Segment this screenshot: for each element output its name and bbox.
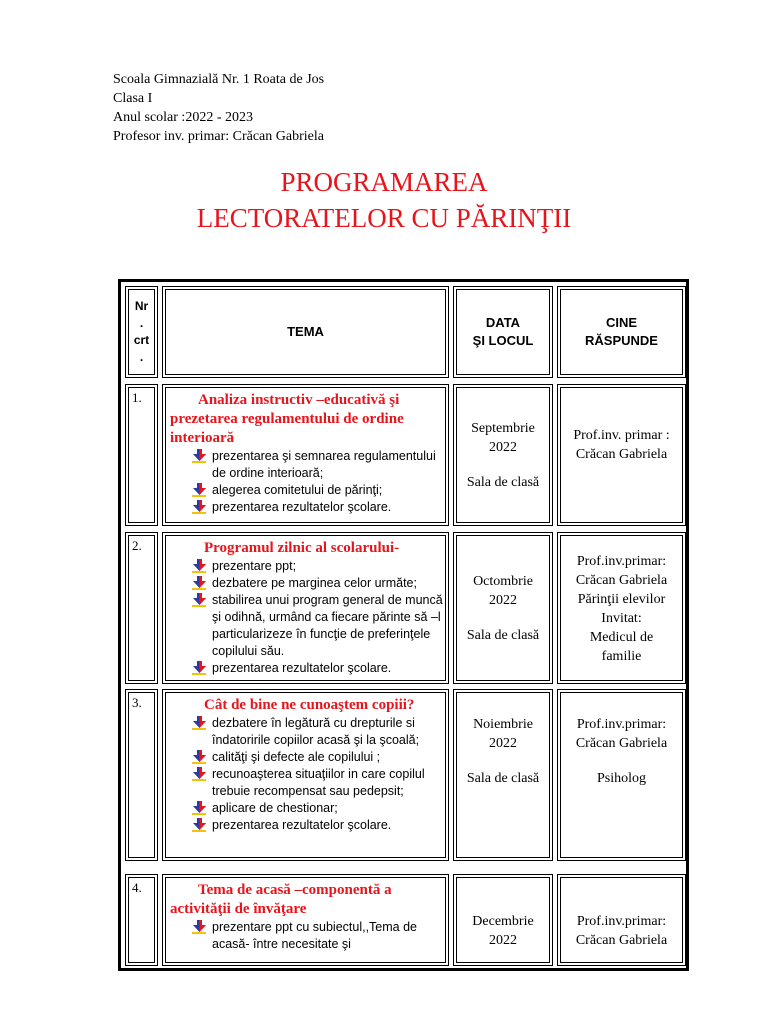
date-year: 2022	[489, 933, 517, 948]
list-item	[190, 448, 443, 482]
header-cine-line: CINE	[605, 315, 638, 330]
school-year: Anul scolar :2022 - 2023	[113, 110, 253, 125]
row-nr-label: 2.	[132, 538, 142, 553]
arrow-bullet-icon	[190, 750, 206, 764]
document-header	[113, 70, 324, 146]
who-line: Crăcan Gabriela	[575, 447, 668, 462]
who-line: Prof.inv.primar:	[576, 717, 667, 732]
header-nr	[125, 286, 158, 378]
row-3-title: Cât de bine ne cunoaştem copiii?	[204, 697, 415, 713]
arrow-bullet-icon	[190, 559, 206, 573]
header-nr-line: crt	[133, 333, 150, 347]
who-line: familie	[601, 649, 642, 664]
date-year: 2022	[489, 439, 517, 455]
arrow-bullet-icon	[190, 576, 206, 590]
bullet-text: prezentarea rezultatelor şcolare.	[212, 818, 392, 832]
date-place: Sala de clasă	[466, 627, 540, 643]
arrow-bullet-icon	[190, 449, 206, 463]
header-nr-line: .	[139, 316, 144, 330]
arrow-bullet-icon	[190, 767, 206, 781]
date-year: 2022	[489, 736, 517, 751]
date-month: Decembrie	[472, 914, 534, 929]
arrow-bullet-icon	[190, 801, 206, 815]
row-1-topic	[162, 384, 449, 526]
row-4-nr	[125, 874, 158, 966]
who-line: Părinţii elevilor	[577, 592, 666, 607]
row-nr-label: 1.	[132, 390, 142, 405]
row-nr-label: 3.	[132, 695, 142, 710]
arrow-bullet-icon	[190, 920, 206, 934]
row-4-who	[557, 874, 686, 966]
date-place: Sala de clasă	[466, 474, 540, 490]
who-line: Crăcan Gabriela	[575, 736, 668, 751]
who-line: Prof.inv. primar :	[573, 428, 670, 443]
header-data	[453, 286, 553, 378]
row-1-who	[557, 384, 686, 526]
row-4-topic	[162, 874, 449, 966]
class-name: Clasa I	[113, 91, 153, 106]
date-month: Octombrie	[473, 573, 533, 589]
bullet-text: prezentarea rezultatelor şcolare.	[212, 661, 392, 675]
row-2-bullets	[170, 558, 443, 677]
header-nr-line: Nr	[134, 299, 149, 313]
row-nr-label: 4.	[132, 880, 142, 895]
header-cine-line: RĂSPUNDE	[585, 333, 658, 348]
list-item	[190, 800, 443, 817]
bullet-text: dezbatere în legătură cu drepturile si îndatoririle copiilor acasă şi la şcoală;	[212, 716, 420, 747]
row-4-date	[453, 874, 553, 966]
date-month: Septembrie	[471, 420, 535, 436]
who-line: Invitat:	[601, 611, 642, 626]
list-item	[190, 919, 443, 953]
bullet-text: prezentare ppt cu subiectul,,Tema de acasă- între necesitate şi	[212, 920, 417, 951]
header-tema	[162, 286, 449, 378]
bullet-text: recunoaşterea situaţiilor in care copilul trebuie recompensat sau pedepsit;	[212, 767, 425, 798]
date-month: Noiembrie	[473, 717, 533, 732]
header-tema-label: TEMA	[287, 324, 324, 339]
who-line: Prof.inv.primar:	[576, 914, 667, 929]
who-line: Crăcan Gabriela	[575, 933, 668, 948]
who-line: Psiholog	[596, 771, 646, 786]
list-item	[190, 817, 443, 834]
list-item	[190, 749, 443, 766]
list-item	[190, 482, 443, 499]
bullet-text: dezbatere pe marginea celor următe;	[212, 576, 417, 590]
arrow-bullet-icon	[190, 716, 206, 730]
date-place: Sala de clasă	[466, 771, 540, 786]
row-1-nr	[125, 384, 158, 526]
row-4-title: Tema de acasă –componentă a activităţii de învăţare	[170, 882, 392, 917]
row-2-title: Programul zilnic al scolarului-	[204, 540, 400, 556]
bullet-text: prezentarea şi semnarea regulamentului de ordine interioară;	[212, 449, 436, 480]
list-item	[190, 715, 443, 749]
who-line: Prof.inv.primar:	[576, 554, 667, 569]
row-2-nr	[125, 532, 158, 684]
row-3-date	[453, 689, 553, 861]
arrow-bullet-icon	[190, 593, 206, 607]
row-4-bullets	[170, 919, 443, 953]
bullet-text: aplicare de chestionar;	[212, 801, 338, 815]
bullet-text: prezentarea rezultatelor şcolare.	[212, 500, 392, 514]
row-2-date	[453, 532, 553, 684]
row-3-who	[557, 689, 686, 861]
title-line-1: PROGRAMAREA	[280, 167, 488, 197]
row-1-title: Analiza instructiv –educativă şi prezetarea regulamentului de ordine interioară	[170, 392, 404, 446]
who-line: Crăcan Gabriela	[575, 573, 668, 588]
arrow-bullet-icon	[190, 818, 206, 832]
header-cine	[557, 286, 686, 378]
row-1-date	[453, 384, 553, 526]
schedule-table	[118, 279, 689, 971]
row-3-bullets	[170, 715, 443, 834]
row-1-bullets	[170, 448, 443, 516]
who-line: Medicul de	[589, 630, 654, 645]
bullet-text: prezentare ppt;	[212, 559, 297, 573]
bullet-text: calităţi şi defecte ale copilului ;	[212, 750, 381, 764]
header-data-line: DATA	[485, 315, 521, 330]
header-nr-line: .	[139, 350, 144, 364]
list-item	[190, 575, 443, 592]
school-name: Scoala Gimnazială Nr. 1 Roata de Jos	[113, 72, 325, 87]
bullet-text: alegerea comitetului de părinţi;	[212, 483, 383, 497]
row-2-topic	[162, 532, 449, 684]
row-3-nr	[125, 689, 158, 861]
list-item	[190, 660, 443, 677]
bullet-text: stabilirea unui program general de muncă şi odihnă, urmând ca fiecare părinte să –l particularizeze în funcţie de preferinţele copilului său.	[212, 593, 443, 658]
arrow-bullet-icon	[190, 661, 206, 675]
teacher-name: Profesor inv. primar: Crăcan Gabriela	[113, 129, 324, 144]
list-item	[190, 558, 443, 575]
arrow-bullet-icon	[190, 483, 206, 497]
list-item	[190, 592, 443, 660]
list-item	[190, 499, 443, 516]
title-line-2: LECTORATELOR CU PĂRINŢII	[196, 203, 572, 233]
row-2-who	[557, 532, 686, 684]
date-year: 2022	[489, 592, 517, 608]
header-data-line: ŞI LOCUL	[472, 333, 534, 348]
arrow-bullet-icon	[190, 500, 206, 514]
row-3-topic	[162, 689, 449, 861]
document-title	[0, 164, 768, 236]
list-item	[190, 766, 443, 800]
